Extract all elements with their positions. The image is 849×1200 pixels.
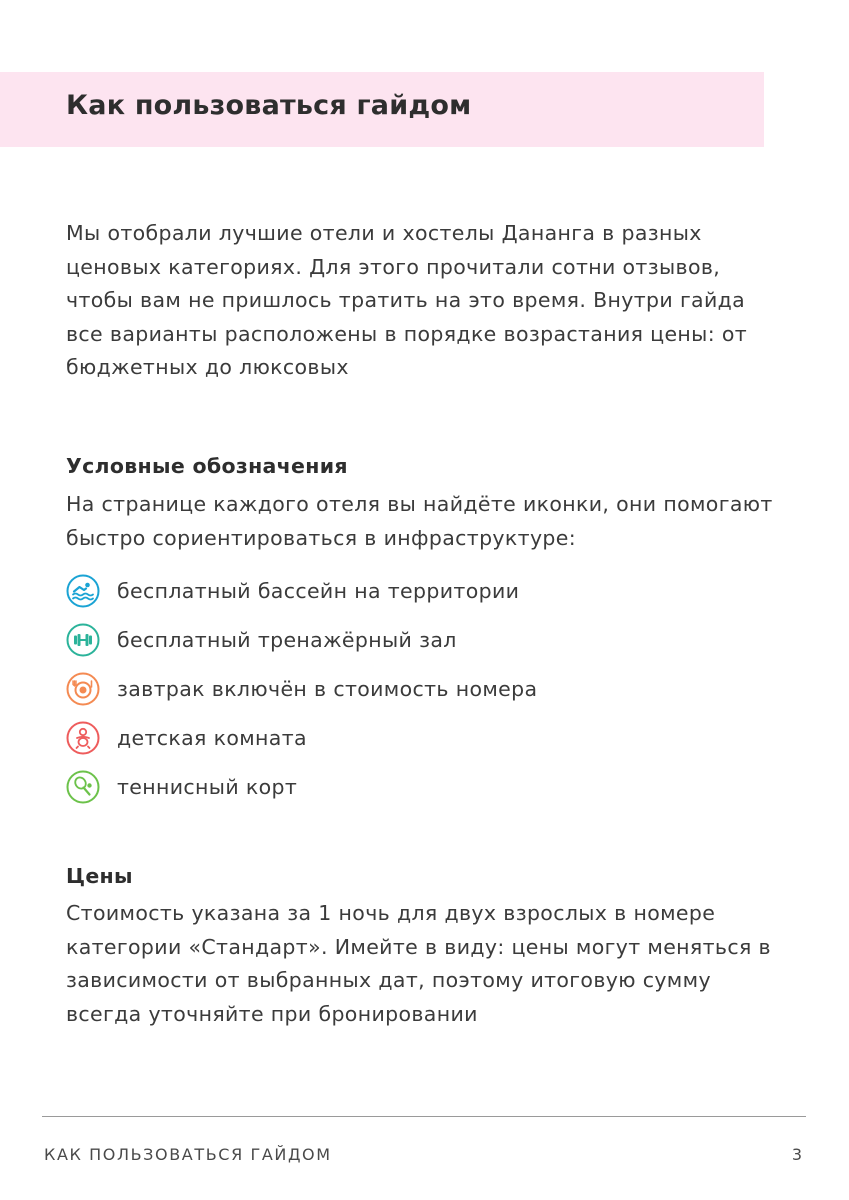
- swimming-pool-icon: [66, 574, 100, 608]
- baby-icon: [66, 721, 100, 755]
- legend-heading: Условные обозначения: [66, 454, 348, 478]
- footer-divider: [42, 1116, 806, 1117]
- intro-paragraph: Мы отобрали лучшие отели и хостелы Дананга в разных ценовых категориях. Для этого прочитали сотни отзывов, чтобы вам не пришлось тратить на это время. Внутри гайда все варианты расположены в порядке возрастания цены: от бюджетных до люксовых: [66, 221, 748, 379]
- tennis-icon: [66, 770, 100, 804]
- legend-label: детская комната: [117, 725, 307, 750]
- legend-item-breakfast: [66, 664, 537, 713]
- legend-label: теннисный корт: [117, 774, 298, 799]
- prices-heading: Цены: [66, 864, 133, 888]
- legend-item-pool: [66, 566, 537, 615]
- page-number: 3: [791, 1145, 802, 1164]
- breakfast-icon: [66, 672, 100, 706]
- footer-section-label: КАК ПОЛЬЗОВАТЬСЯ ГАЙДОМ: [44, 1145, 332, 1164]
- legend-item-gym: [66, 615, 537, 664]
- dumbbell-icon: [66, 623, 100, 657]
- prices-description: Стоимость указана за 1 ночь для двух взрослых в номере категории «Стандарт». Имейте в виду: цены могут меняться в зависимости от выбранных дат, поэтому итоговую сумму всегда уточняйте при бронировании: [66, 901, 771, 1026]
- legend-label: бесплатный бассейн на территории: [117, 578, 520, 603]
- legend-label: завтрак включён в стоимость номера: [117, 676, 538, 701]
- page-title: Как пользоваться гайдом: [66, 90, 472, 121]
- legend-item-kids-room: [66, 713, 537, 762]
- legend-item-tennis: [66, 762, 537, 811]
- legend-description: На странице каждого отеля вы найдёте иконки, они помогают быстро сориентироваться в инфраструктуре:: [66, 492, 773, 550]
- legend-label: бесплатный тренажёрный зал: [117, 627, 457, 652]
- legend-list: [66, 566, 537, 811]
